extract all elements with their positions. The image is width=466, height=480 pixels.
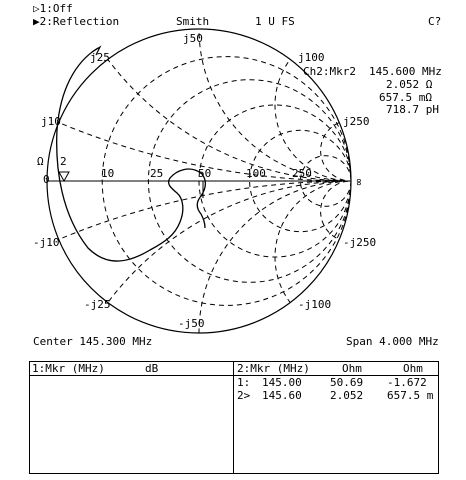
label-minus-j10: -j10 bbox=[33, 236, 60, 249]
table-divider bbox=[233, 362, 234, 473]
label-minus-j250: -j250 bbox=[343, 236, 377, 249]
label-j100: j100 bbox=[298, 51, 325, 64]
label-ohm: Ω bbox=[37, 155, 44, 168]
label-100: 100 bbox=[246, 167, 266, 180]
label-minus-j25: -j25 bbox=[84, 298, 111, 311]
marker-readout-reactance: 657.5 mΩ bbox=[379, 91, 432, 104]
label-j250: j250 bbox=[343, 115, 370, 128]
reflection-trace bbox=[57, 48, 206, 261]
marker-table bbox=[29, 361, 439, 474]
table-row-1-marker: 1: bbox=[237, 376, 251, 389]
label-25: 25 bbox=[150, 167, 164, 180]
label-10: 10 bbox=[101, 167, 115, 180]
right-header-reactance: Ohm bbox=[403, 362, 423, 375]
table-row-1-reactance: -1.672 bbox=[387, 376, 427, 389]
right-header-resistance: Ohm bbox=[342, 362, 362, 375]
label-250: 250 bbox=[292, 167, 312, 180]
marker-readout-label: Ch2:Mkr2 bbox=[303, 65, 356, 78]
marker-readout-frequency: 145.600 MHz bbox=[369, 65, 442, 78]
marker-triangle bbox=[59, 172, 69, 181]
format-label[interactable]: Smith bbox=[176, 15, 210, 28]
marker-readout-resistance: 2.052 Ω bbox=[386, 78, 433, 91]
table-row-2-reactance: 657.5 m bbox=[387, 389, 434, 402]
label-minus-j100: -j100 bbox=[298, 298, 332, 311]
label-j25: j25 bbox=[90, 51, 110, 64]
label-infinity: ∞ bbox=[352, 178, 366, 186]
center-frequency[interactable]: Center 145.300 MHz bbox=[33, 335, 153, 348]
scale-label[interactable]: 1 U FS bbox=[255, 15, 295, 28]
cal-status: C? bbox=[428, 15, 442, 28]
table-row-1-frequency: 145.00 bbox=[262, 376, 302, 389]
table-row-2-resistance: 2.052 bbox=[330, 389, 364, 402]
left-header-unit: dB bbox=[145, 362, 159, 375]
table-row-1-resistance: 50.69 bbox=[330, 376, 364, 389]
label-j50: j50 bbox=[183, 32, 203, 45]
label-j10: j10 bbox=[41, 115, 61, 128]
trace1-status[interactable]: ▷1:Off bbox=[33, 2, 73, 15]
table-header-rule bbox=[30, 375, 438, 376]
right-header-marker: 2:Mkr (MHz) bbox=[237, 362, 310, 375]
label-minus-j50: -j50 bbox=[178, 317, 205, 330]
label-50: 50 bbox=[198, 167, 212, 180]
marker-readout-inductance: 718.7 pH bbox=[386, 103, 439, 116]
span-frequency[interactable]: Span 4.000 MHz bbox=[346, 335, 439, 348]
marker-2-symbol: 2 bbox=[60, 155, 67, 168]
left-header-marker: 1:Mkr (MHz) bbox=[32, 362, 105, 375]
table-row-2-frequency: 145.60 bbox=[262, 389, 302, 402]
label-0: 0 bbox=[43, 173, 50, 186]
table-row-2-marker: 2> bbox=[237, 389, 251, 402]
trace2-status[interactable]: ▶2:Reflection bbox=[33, 15, 120, 28]
